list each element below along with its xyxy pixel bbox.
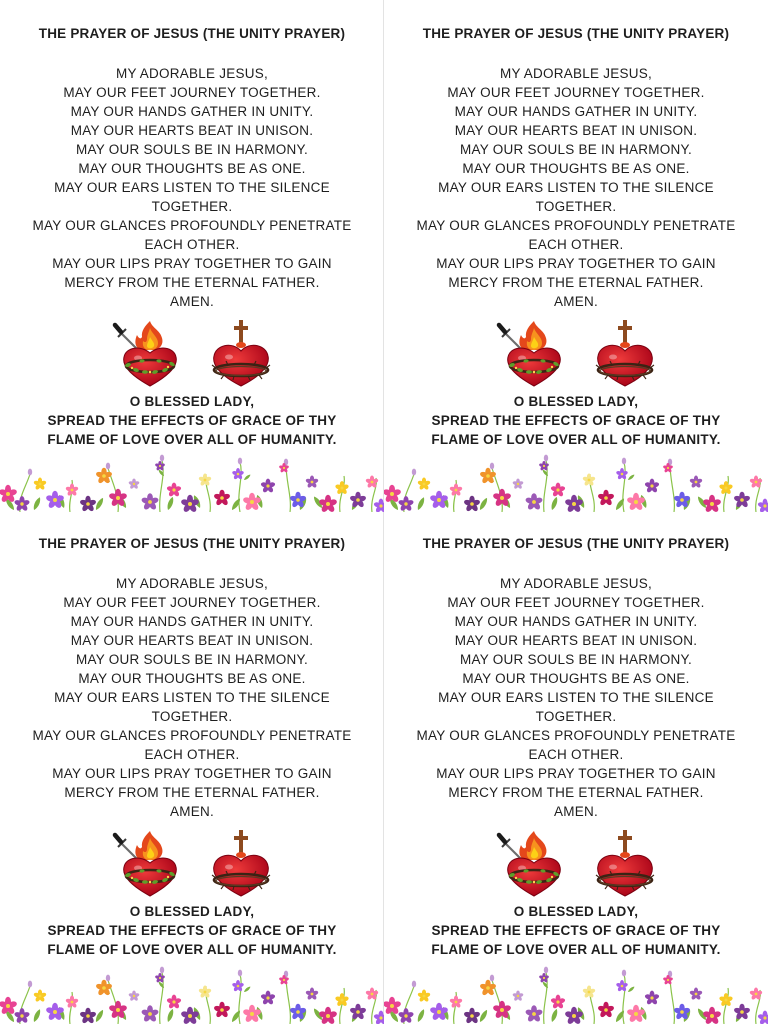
prayer-card [384, 0, 768, 512]
prayer-line: MAY OUR GLANCES PROFOUNDLY PENETRATE [32, 217, 352, 233]
card-title: THE PRAYER OF JESUS (THE UNITY PRAYER) [38, 26, 346, 41]
prayer-line: MAY OUR THOUGHTS BE AS ONE. [462, 670, 690, 686]
prayer-line: EACH OTHER. [144, 746, 240, 762]
prayer-line: MAY OUR SOULS BE IN HARMONY. [75, 141, 309, 157]
card-title: THE PRAYER OF JESUS (THE UNITY PRAYER) [38, 536, 346, 551]
prayer-line: MERCY FROM THE ETERNAL FATHER. [448, 784, 704, 800]
prayer-line: MAY OUR EARS LISTEN TO THE SILENCE [54, 689, 330, 705]
closing-line: FLAME OF LOVE OVER ALL OF HUMANITY. [431, 941, 721, 957]
prayer-line: MAY OUR GLANCES PROFOUNDLY PENETRATE [416, 727, 736, 743]
prayer-card [0, 0, 384, 512]
closing-invocation [0, 392, 384, 449]
closing-line: O BLESSED LADY, [129, 393, 255, 409]
prayer-line: MERCY FROM THE ETERNAL FATHER. [448, 274, 704, 290]
prayer-card [0, 510, 384, 1024]
closing-line: FLAME OF LOVE OVER ALL OF HUMANITY. [47, 941, 337, 957]
prayer-line: MERCY FROM THE ETERNAL FATHER. [64, 274, 320, 290]
closing-line: SPREAD THE EFFECTS OF GRACE OF THY [431, 922, 721, 938]
prayer-line: TOGETHER. [535, 708, 617, 724]
prayer-line: AMEN. [169, 803, 214, 819]
closing-line: O BLESSED LADY, [129, 903, 255, 919]
closing-line: O BLESSED LADY, [513, 903, 639, 919]
prayer-line: MERCY FROM THE ETERNAL FATHER. [64, 784, 320, 800]
floral-border [384, 964, 768, 1024]
closing-invocation [384, 392, 768, 449]
hearts-row [0, 320, 384, 388]
closing-line: FLAME OF LOVE OVER ALL OF HUMANITY. [47, 431, 337, 447]
prayer-line: MY ADORABLE JESUS, [115, 575, 269, 591]
prayer-line: MAY OUR LIPS PRAY TOGETHER TO GAIN [52, 765, 332, 781]
closing-invocation [384, 902, 768, 959]
prayer-line: MY ADORABLE JESUS, [115, 65, 269, 81]
prayer-text [384, 64, 768, 311]
prayer-line: EACH OTHER. [528, 236, 624, 252]
prayer-line: MAY OUR THOUGHTS BE AS ONE. [78, 160, 306, 176]
sacred-heart-icon [210, 830, 272, 898]
prayer-line: MY ADORABLE JESUS, [499, 575, 653, 591]
prayer-line: MAY OUR HEARTS BEAT IN UNISON. [70, 122, 314, 138]
prayer-line: MAY OUR HANDS GATHER IN UNITY. [454, 103, 698, 119]
prayer-text [0, 64, 384, 311]
closing-line: SPREAD THE EFFECTS OF GRACE OF THY [47, 922, 337, 938]
closing-line: SPREAD THE EFFECTS OF GRACE OF THY [431, 412, 721, 428]
prayer-line: MAY OUR EARS LISTEN TO THE SILENCE [54, 179, 330, 195]
prayer-line: MAY OUR FEET JOURNEY TOGETHER. [447, 84, 705, 100]
floral-border [384, 452, 768, 512]
prayer-line: AMEN. [553, 293, 598, 309]
floral-border [0, 452, 384, 512]
prayer-line: MAY OUR GLANCES PROFOUNDLY PENETRATE [32, 727, 352, 743]
floral-border [0, 964, 384, 1024]
prayer-line: MAY OUR HEARTS BEAT IN UNISON. [70, 632, 314, 648]
prayer-line: AMEN. [553, 803, 598, 819]
prayer-line: MAY OUR THOUGHTS BE AS ONE. [462, 160, 690, 176]
sacred-heart-icon [594, 830, 656, 898]
prayer-line: TOGETHER. [535, 198, 617, 214]
hearts-row [384, 830, 768, 898]
prayer-line: MAY OUR HANDS GATHER IN UNITY. [454, 613, 698, 629]
prayer-line: MAY OUR HEARTS BEAT IN UNISON. [454, 122, 698, 138]
prayer-line: MAY OUR HANDS GATHER IN UNITY. [70, 613, 314, 629]
prayer-line: MAY OUR LIPS PRAY TOGETHER TO GAIN [436, 255, 716, 271]
closing-line: O BLESSED LADY, [513, 393, 639, 409]
prayer-text [384, 574, 768, 821]
prayer-line: AMEN. [169, 293, 214, 309]
card-title: THE PRAYER OF JESUS (THE UNITY PRAYER) [422, 536, 730, 551]
prayer-line: MY ADORABLE JESUS, [499, 65, 653, 81]
prayer-line: MAY OUR LIPS PRAY TOGETHER TO GAIN [436, 765, 716, 781]
card-title: THE PRAYER OF JESUS (THE UNITY PRAYER) [422, 26, 730, 41]
flaming-heart-icon [496, 320, 562, 388]
closing-line: SPREAD THE EFFECTS OF GRACE OF THY [47, 412, 337, 428]
prayer-line: EACH OTHER. [144, 236, 240, 252]
prayer-line: MAY OUR EARS LISTEN TO THE SILENCE [438, 179, 714, 195]
hearts-row [0, 830, 384, 898]
prayer-line: MAY OUR SOULS BE IN HARMONY. [459, 141, 693, 157]
flaming-heart-icon [496, 830, 562, 898]
prayer-text [0, 574, 384, 821]
flaming-heart-icon [112, 320, 178, 388]
prayer-line: TOGETHER. [151, 198, 233, 214]
prayer-line: MAY OUR FEET JOURNEY TOGETHER. [63, 84, 321, 100]
hearts-row [384, 320, 768, 388]
prayer-line: MAY OUR HANDS GATHER IN UNITY. [70, 103, 314, 119]
prayer-line: MAY OUR HEARTS BEAT IN UNISON. [454, 632, 698, 648]
prayer-line: MAY OUR SOULS BE IN HARMONY. [75, 651, 309, 667]
prayer-line: MAY OUR FEET JOURNEY TOGETHER. [63, 594, 321, 610]
prayer-line: EACH OTHER. [528, 746, 624, 762]
prayer-line: MAY OUR THOUGHTS BE AS ONE. [78, 670, 306, 686]
flaming-heart-icon [112, 830, 178, 898]
prayer-line: MAY OUR LIPS PRAY TOGETHER TO GAIN [52, 255, 332, 271]
prayer-line: TOGETHER. [151, 708, 233, 724]
prayer-line: MAY OUR GLANCES PROFOUNDLY PENETRATE [416, 217, 736, 233]
closing-invocation [0, 902, 384, 959]
prayer-line: MAY OUR FEET JOURNEY TOGETHER. [447, 594, 705, 610]
prayer-line: MAY OUR SOULS BE IN HARMONY. [459, 651, 693, 667]
sacred-heart-icon [594, 320, 656, 388]
closing-line: FLAME OF LOVE OVER ALL OF HUMANITY. [431, 431, 721, 447]
prayer-line: MAY OUR EARS LISTEN TO THE SILENCE [438, 689, 714, 705]
sacred-heart-icon [210, 320, 272, 388]
prayer-card [384, 510, 768, 1024]
